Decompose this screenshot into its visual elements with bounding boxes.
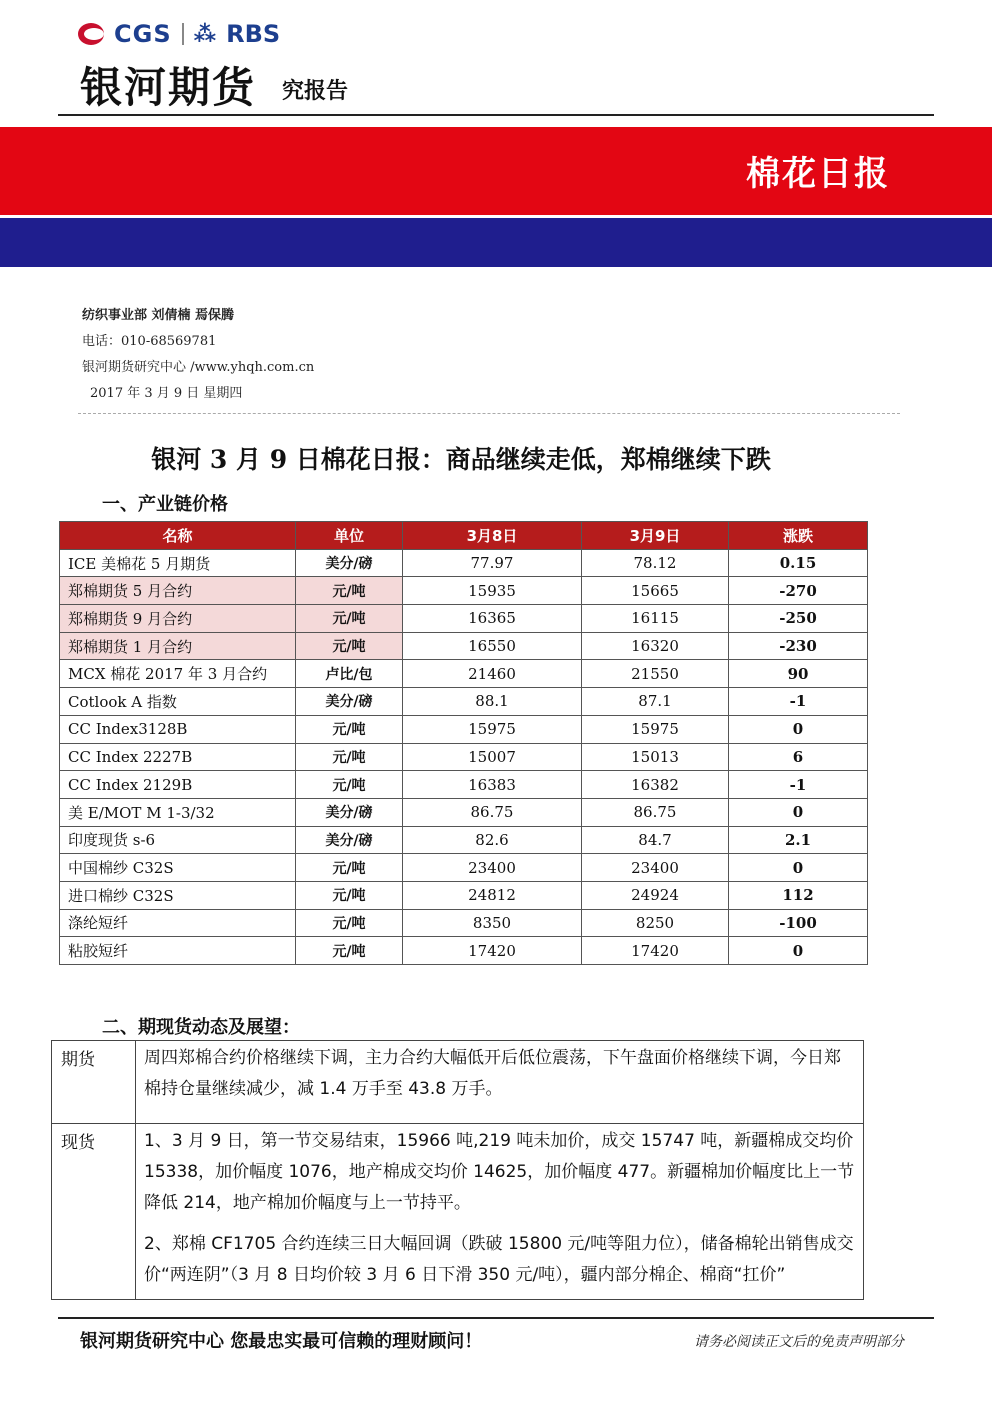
phone: 电话：010-68569781 xyxy=(82,334,217,349)
band-title: 棉花日报 xyxy=(746,154,890,194)
cell-name: 中国棉纱 C32S xyxy=(60,854,296,882)
cell-mar9: 17420 xyxy=(582,937,729,965)
table-row xyxy=(60,854,868,882)
footer-slogan: 银河期货研究中心 您最忠实最可信赖的理财顾问！ xyxy=(80,1331,483,1352)
cell-name: 印度现货 s-6 xyxy=(60,826,296,854)
cell-unit: 元/吨 xyxy=(296,854,403,882)
spot-text xyxy=(136,1124,864,1300)
cell-mar9: 21550 xyxy=(582,660,729,688)
table-row xyxy=(60,937,868,965)
cell-mar8: 8350 xyxy=(403,909,582,937)
outlook-row-spot xyxy=(52,1124,864,1300)
outlook-table xyxy=(51,1040,864,1300)
cell-mar9: 86.75 xyxy=(582,798,729,826)
cell-change: 6 xyxy=(729,743,868,771)
cell-mar9: 87.1 xyxy=(582,688,729,716)
cell-unit: 元/吨 xyxy=(296,881,403,909)
table-row xyxy=(60,632,868,660)
cell-name: CC Index3128B xyxy=(60,715,296,743)
cell-name: CC Index 2227B xyxy=(60,743,296,771)
cell-mar8: 77.97 xyxy=(403,549,582,577)
cell-mar9: 78.12 xyxy=(582,549,729,577)
cell-change: -270 xyxy=(729,577,868,605)
cell-unit: 美分/磅 xyxy=(296,549,403,577)
table-row xyxy=(60,605,868,633)
header-name: 名称 xyxy=(60,522,296,550)
cell-mar8: 15975 xyxy=(403,715,582,743)
cell-mar8: 88.1 xyxy=(403,688,582,716)
price-table xyxy=(59,521,868,965)
cgs-logo-text: CGS xyxy=(114,20,172,48)
cell-mar8: 15007 xyxy=(403,743,582,771)
report-type: 究报告 xyxy=(282,79,349,104)
cell-change: -230 xyxy=(729,632,868,660)
cell-mar8: 16383 xyxy=(403,771,582,799)
cell-unit: 元/吨 xyxy=(296,605,403,633)
accent-band xyxy=(0,218,992,267)
cell-mar8: 15935 xyxy=(403,577,582,605)
cell-unit: 美分/磅 xyxy=(296,688,403,716)
cell-mar9: 23400 xyxy=(582,854,729,882)
futures-text xyxy=(136,1041,864,1124)
cell-unit: 元/吨 xyxy=(296,632,403,660)
cell-mar9: 24924 xyxy=(582,881,729,909)
cell-change: 0 xyxy=(729,715,868,743)
table-row xyxy=(60,688,868,716)
header-mar8: 3月8日 xyxy=(403,522,582,550)
cell-unit: 元/吨 xyxy=(296,771,403,799)
cell-unit: 元/吨 xyxy=(296,715,403,743)
rbs-logo-text: RBS xyxy=(226,20,281,48)
cell-name: 进口棉纱 C32S xyxy=(60,881,296,909)
footer-rule xyxy=(58,1317,934,1319)
section-heading-prices: 一、产业链价格 xyxy=(102,494,228,515)
cell-name: CC Index 2129B xyxy=(60,771,296,799)
cell-change: 112 xyxy=(729,881,868,909)
rbs-logo-icon: ⁂ xyxy=(193,21,217,47)
table-row xyxy=(60,715,868,743)
section-heading-outlook: 二、期现货动态及展望： xyxy=(102,1017,300,1038)
cell-name: 涤纶短纤 xyxy=(60,909,296,937)
cell-name: 郑棉期货 5 月合约 xyxy=(60,577,296,605)
table-row xyxy=(60,909,868,937)
cell-name: 郑棉期货 9 月合约 xyxy=(60,605,296,633)
authors: 纺织事业部 刘倩楠 焉保腾 xyxy=(82,308,235,323)
cell-unit: 卢比/包 xyxy=(296,660,403,688)
table-row xyxy=(60,798,868,826)
outlook-row-futures xyxy=(52,1041,864,1124)
cell-change: 0 xyxy=(729,854,868,882)
cell-change: -100 xyxy=(729,909,868,937)
header-unit: 单位 xyxy=(296,522,403,550)
logo-group xyxy=(78,20,280,48)
cell-mar9: 15975 xyxy=(582,715,729,743)
cell-name: Cotlook A 指数 xyxy=(60,688,296,716)
logo-divider xyxy=(182,23,184,45)
cell-mar8: 16550 xyxy=(403,632,582,660)
cell-mar8: 16365 xyxy=(403,605,582,633)
futures-paragraph: 周四郑棉合约价格继续下调，主力合约大幅低开后低位震荡，下午盘面价格继续下调，今日郑棉持仓量继续减少，减 1.4 万手至 43.8 万手。 xyxy=(144,1048,841,1099)
cell-unit: 元/吨 xyxy=(296,743,403,771)
cell-mar9: 15665 xyxy=(582,577,729,605)
report-date: 2017 年 3 月 9 日 星期四 xyxy=(90,386,243,401)
brand-name: 银河期货 xyxy=(80,63,257,112)
research-center: 银河期货研究中心 /www.yhqh.com.cn xyxy=(82,360,315,375)
cell-mar8: 82.6 xyxy=(403,826,582,854)
cell-name: 粘胶短纤 xyxy=(60,937,296,965)
meta-divider xyxy=(78,413,900,414)
table-row xyxy=(60,577,868,605)
spot-label: 现货 xyxy=(52,1124,136,1300)
cell-change: 90 xyxy=(729,660,868,688)
cell-mar9: 15013 xyxy=(582,743,729,771)
cell-mar8: 86.75 xyxy=(403,798,582,826)
header-mar9: 3月9日 xyxy=(582,522,729,550)
cell-change: -250 xyxy=(729,605,868,633)
cell-mar8: 23400 xyxy=(403,854,582,882)
cell-mar8: 24812 xyxy=(403,881,582,909)
table-row xyxy=(60,771,868,799)
cell-name: MCX 棉花 2017 年 3 月合约 xyxy=(60,660,296,688)
cell-mar9: 16115 xyxy=(582,605,729,633)
cell-unit: 元/吨 xyxy=(296,577,403,605)
cell-mar9: 16382 xyxy=(582,771,729,799)
spot-paragraph-2: 2、郑棉 CF1705 合约连续三日大幅回调（跌破 15800 元/吨等阻力位），储备棉轮出销售成交价“两连阴”（3 月 8 日均价较 3 月 6 日下滑 350 元/吨），疆内部分棉企、棉商“扛价” xyxy=(144,1234,854,1285)
cell-change: -1 xyxy=(729,771,868,799)
cell-name: 郑棉期货 1 月合约 xyxy=(60,632,296,660)
cell-unit: 美分/磅 xyxy=(296,798,403,826)
table-row xyxy=(60,826,868,854)
report-title: 银河 3 月 9 日棉花日报：商品继续走低，郑棉继续下跌 xyxy=(151,445,771,474)
cell-change: 0 xyxy=(729,798,868,826)
table-row xyxy=(60,743,868,771)
header-change: 涨跌 xyxy=(729,522,868,550)
footer-disclaimer: 请务必阅读正文后的免责声明部分 xyxy=(694,1334,904,1350)
cell-change: 0.15 xyxy=(729,549,868,577)
table-header-row xyxy=(60,522,868,550)
table-row xyxy=(60,549,868,577)
cell-mar8: 17420 xyxy=(403,937,582,965)
cell-change: 2.1 xyxy=(729,826,868,854)
cell-unit: 元/吨 xyxy=(296,909,403,937)
table-row xyxy=(60,881,868,909)
cell-change: -1 xyxy=(729,688,868,716)
spot-paragraph-1: 1、3 月 9 日，第一节交易结束，15966 吨,219 吨未加价，成交 15747 吨，新疆棉成交均价 15338，加价幅度 1076，地产棉成交均价 14625，加价幅度 477。新疆棉加价幅度比上一节降低 214，地产棉加价幅度与上一节持平。 xyxy=(144,1131,855,1213)
cell-name: ICE 美棉花 5 月期货 xyxy=(60,549,296,577)
cell-name: 美 E/MOT M 1-3/32 xyxy=(60,798,296,826)
table-row xyxy=(60,660,868,688)
cell-unit: 美分/磅 xyxy=(296,826,403,854)
cell-mar8: 21460 xyxy=(403,660,582,688)
cell-mar9: 8250 xyxy=(582,909,729,937)
cell-unit: 元/吨 xyxy=(296,937,403,965)
futures-label: 期货 xyxy=(52,1041,136,1124)
header-rule xyxy=(58,114,934,116)
cgs-logo-icon xyxy=(78,23,104,45)
cell-mar9: 84.7 xyxy=(582,826,729,854)
cell-mar9: 16320 xyxy=(582,632,729,660)
cell-change: 0 xyxy=(729,937,868,965)
